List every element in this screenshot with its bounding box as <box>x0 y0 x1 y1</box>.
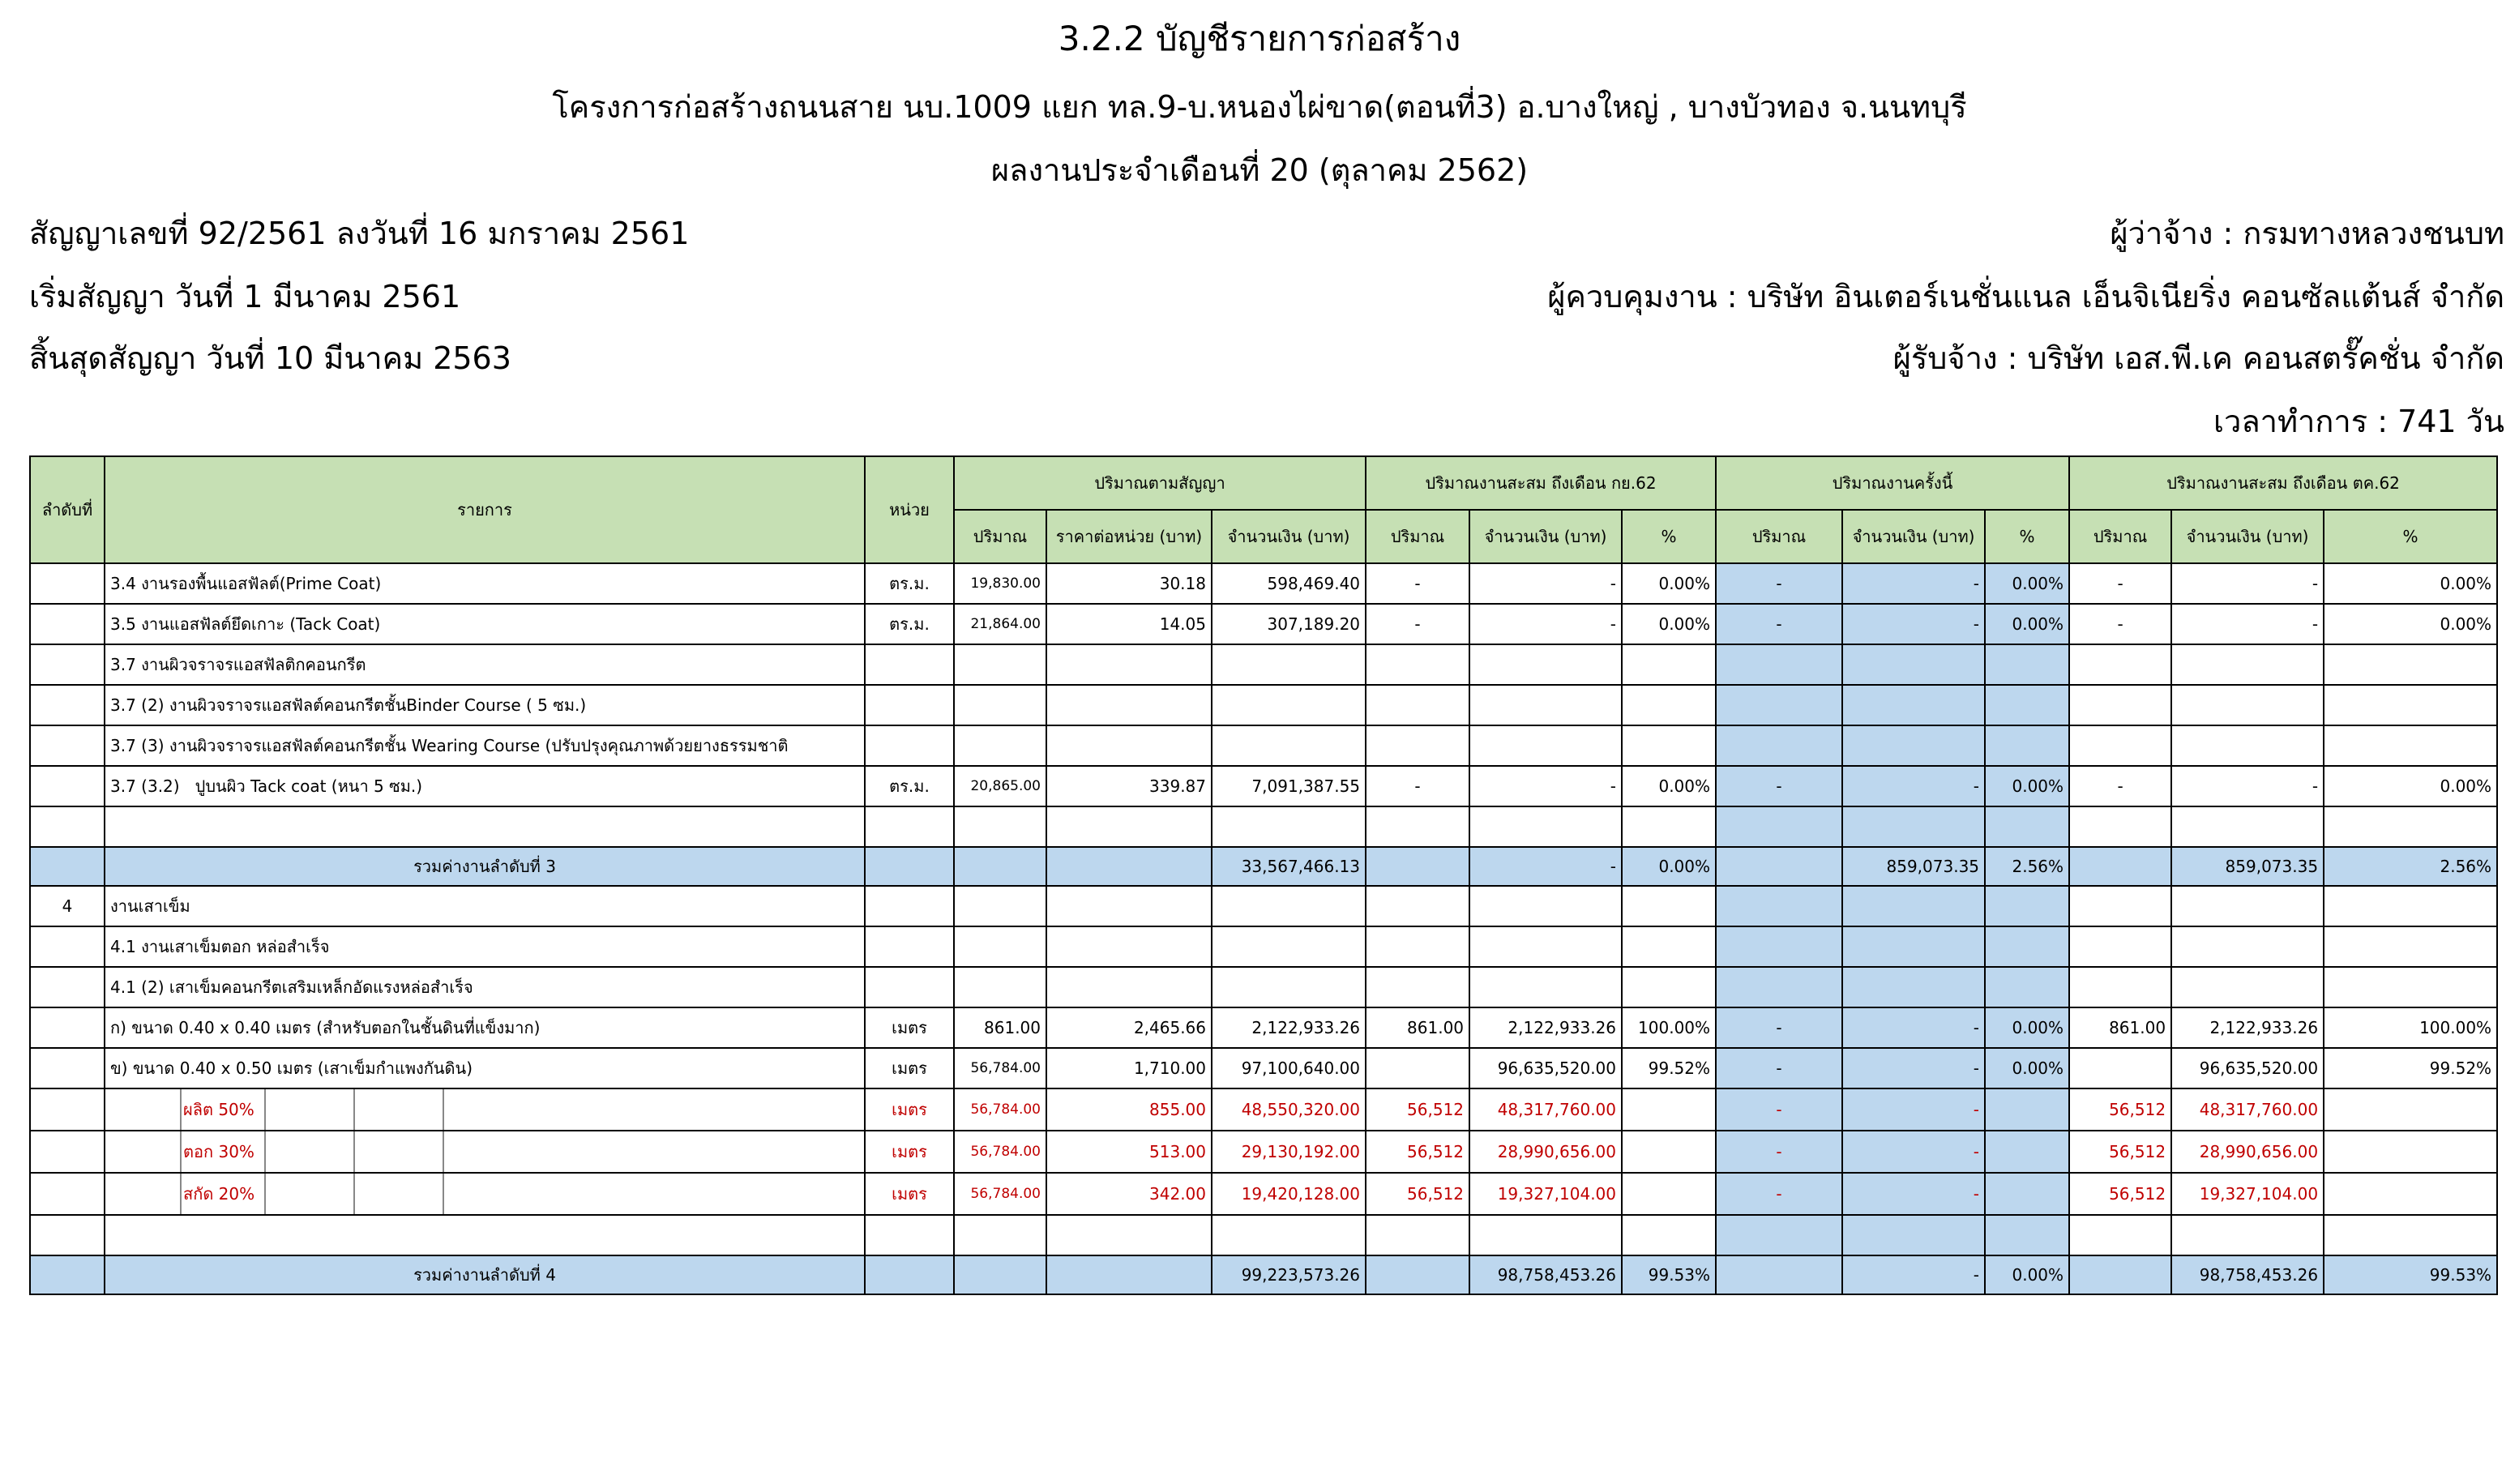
item-name: 3.7 งานผิวจราจรแอสฟัลติกคอนกรีต <box>105 644 865 685</box>
subtotal-row: รวมค่างานลำดับที่ 4 99,223,573.26 98,758,453.26 99.53% - 0.00% 98,758,453.26 99.53% <box>30 1255 2497 1294</box>
col-prev-amount: จำนวนเงิน (บาท) <box>1469 510 1622 563</box>
subtotal-row: รวมค่างานลำดับที่ 3 33,567,466.13 - 0.00% 859,073.35 2.56% 859,073.35 2.56% <box>30 847 2497 886</box>
item-name: งานเสาเข็ม <box>105 886 865 926</box>
item-name: ตอก 30% <box>183 1142 254 1161</box>
contract-end: สิ้นสุดสัญญา วันที่ 10 มีนาคม 2563 <box>29 340 511 376</box>
col-current: ปริมาณงานครั้งนี้ <box>1716 456 2069 510</box>
col-contract-amount: จำนวนเงิน (บาท) <box>1212 510 1366 563</box>
table-row: 3.5 งานแอสฟัลต์ยึดเกาะ (Tack Coat) ตร.ม. 21,864.00 14.05 307,189.20 - - 0.00% - - 0.00% - - 0.00% <box>30 604 2497 644</box>
item-no: 4 <box>30 886 105 926</box>
item-name: ปูบนผิว Tack coat (หนา 5 ซม.) <box>195 776 423 796</box>
table-row: ตอก 30% เมตร 56,784.00 513.00 29,130,192.00 56,512 28,990,656.00 - - 56,512 28,990,656.00 <box>30 1131 2497 1173</box>
table-row <box>30 644 2497 685</box>
supervisor: ผู้ควบคุมงาน : บริษัท อินเตอร์เนชั่นแนล เอ็นจิเนียริ่ง คอนซัลแต้นส์ จำกัด <box>1547 279 2504 314</box>
working-duration: เวลาทำการ : 741 วัน <box>2213 404 2504 439</box>
col-contract-qty: ปริมาณ <box>954 510 1046 563</box>
document-title: 3.2.2 บัญชีรายการก่อสร้าง <box>1058 19 1461 58</box>
boq-table <box>29 455 2498 1295</box>
contractor: ผู้รับจ้าง : บริษัท เอส.พี.เค คอนสตรั๊คชั่น จำกัด <box>1892 340 2504 376</box>
table-row: 3.4 งานรองพื้นแอสฟัลต์(Prime Coat) ตร.ม. 19,830.00 30.18 598,469.40 - - 0.00% - - 0.00% - - 0.00% <box>30 563 2497 604</box>
col-cur-qty: ปริมาณ <box>1716 510 1842 563</box>
item-name: เสาเข็มคอนกรีตเสริมเหล็กอัดแรงหล่อสำเร็จ <box>169 977 473 997</box>
item-name: ก) ขนาด 0.40 x 0.40 เมตร (สำหรับตอกในชั้นดินที่แข็งมาก) <box>105 1007 865 1048</box>
table-row <box>30 967 2497 1007</box>
table-row: 3.7 (3.2) ปูบนผิว Tack coat (หนา 5 ซม.) ตร.ม. 20,865.00 339.87 7,091,387.55 - - 0.00% - - 0.00% - - 0.00% <box>30 766 2497 806</box>
contract-start: เริ่มสัญญา วันที่ 1 มีนาคม 2561 <box>29 279 461 314</box>
col-prev-qty: ปริมาณ <box>1366 510 1469 563</box>
item-name: สกัด 20% <box>183 1184 255 1204</box>
table-row <box>30 685 2497 725</box>
table-row <box>30 886 2497 926</box>
table-row: ก) ขนาด 0.40 x 0.40 เมตร (สำหรับตอกในชั้นดินที่แข็งมาก) เมตร 861.00 2,465.66 2,122,933.26 861.00 2,122,933.26 100.00% - - 0.00% 861.00 2,122,933.26 100.00% <box>30 1007 2497 1048</box>
item-name: ข) ขนาด 0.40 x 0.50 เมตร (เสาเข็มกำแพงกันดิน) <box>105 1048 865 1088</box>
col-unit: หน่วย <box>865 456 954 563</box>
item-number: 3.7 (3) <box>110 736 165 755</box>
item-name: 3.4 งานรองพื้นแอสฟัลต์(Prime Coat) <box>105 563 865 604</box>
item-name: 3.5 งานแอสฟัลต์ยึดเกาะ (Tack Coat) <box>105 604 865 644</box>
table-row: ข) ขนาด 0.40 x 0.50 เมตร (เสาเข็มกำแพงกันดิน) เมตร 56,784.00 1,710.00 97,100,640.00 96,635,520.00 99.52% - - 0.00% 96,635,520.00 99.52% <box>30 1048 2497 1088</box>
item-number: 3.7 (2) <box>110 695 165 715</box>
subtotal-label: รวมค่างานลำดับที่ 3 <box>105 847 865 886</box>
contract-number: สัญญาเลขที่ 92/2561 ลงวันที่ 16 มกราคม 2561 <box>29 216 690 251</box>
table-row <box>30 926 2497 967</box>
item-name: ผลิต 50% <box>183 1100 254 1119</box>
table-row <box>30 806 2497 847</box>
item-number: 3.7 (3.2) <box>110 776 180 796</box>
col-cur-amount: จำนวนเงิน (บาท) <box>1842 510 1985 563</box>
col-cum-pct: % <box>2324 510 2497 563</box>
table-row: สกัด 20% เมตร 56,784.00 342.00 19,420,128.00 56,512 19,327,104.00 - - 56,512 19,327,104.00 <box>30 1173 2497 1215</box>
col-cur-pct: % <box>1985 510 2069 563</box>
table-row: ผลิต 50% เมตร 56,784.00 855.00 48,550,320.00 56,512 48,317,760.00 - - 56,512 48,317,760.00 <box>30 1088 2497 1131</box>
item-name: 4.1 งานเสาเข็มตอก หล่อสำเร็จ <box>105 926 865 967</box>
table-row <box>30 1215 2497 1255</box>
col-no: ลำดับที่ <box>30 456 105 563</box>
employer: ผู้ว่าจ้าง : กรมทางหลวงชนบท <box>2110 216 2504 251</box>
subtotal-label: รวมค่างานลำดับที่ 4 <box>105 1255 865 1294</box>
col-contract: ปริมาณตามสัญญา <box>954 456 1366 510</box>
item-name: งานผิวจราจรแอสฟัลต์คอนกรีตชั้น Wearing Course (ปรับปรุงคุณภาพด้วยยางธรรมชาติ <box>169 736 789 755</box>
col-contract-price: ราคาต่อหน่วย (บาท) <box>1046 510 1212 563</box>
item-name: งานผิวจราจรแอสฟัลต์คอนกรีตชั้นBinder Course ( 5 ซม.) <box>169 695 587 715</box>
table-row <box>30 725 2497 766</box>
item-number: 4.1 (2) <box>110 977 165 997</box>
col-cum-amount: จำนวนเงิน (บาท) <box>2171 510 2324 563</box>
report-period: ผลงานประจำเดือนที่ 20 (ตุลาคม 2562) <box>990 152 1529 188</box>
col-cum-qty: ปริมาณ <box>2069 510 2171 563</box>
col-prev: ปริมาณงานสะสม ถึงเดือน กย.62 <box>1366 456 1716 510</box>
col-prev-pct: % <box>1622 510 1716 563</box>
col-item: รายการ <box>105 456 865 563</box>
col-cum: ปริมาณงานสะสม ถึงเดือน ตค.62 <box>2069 456 2497 510</box>
project-name: โครงการก่อสร้างถนนสาย นบ.1009 แยก ทล.9-บ.หนองไผ่ขาด(ตอนที่3) อ.บางใหญ่ , บางบัวทอง จ.นนทบุรี <box>552 89 1967 125</box>
